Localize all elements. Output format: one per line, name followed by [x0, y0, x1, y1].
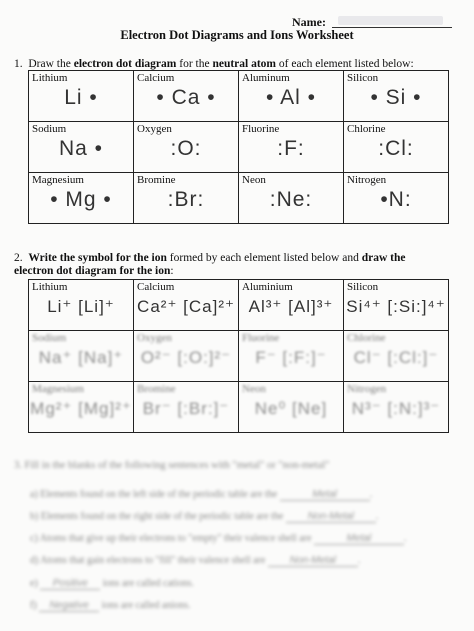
q2-cell: Calcium Ca²⁺ [Ca]²⁺	[134, 280, 239, 331]
q1-cell: Calcium • Ca •	[134, 71, 239, 122]
q2-text-post: :	[170, 265, 174, 277]
q1-bold2: neutral atom	[212, 58, 277, 70]
name-label: Name:	[292, 15, 326, 29]
q2-bold1: Write the symbol for the ion	[28, 252, 167, 264]
q2-cell: Fluorine F⁻ [:F:]⁻	[239, 331, 344, 382]
q1-text-pre: Draw the	[28, 58, 71, 70]
q3-item-b: b) Elements found on the right side of the periodic table are the Non-Metal .	[30, 511, 379, 522]
q2-cell: Magnesium Mg²⁺ [Mg]²⁺	[29, 382, 134, 433]
q1-cell: Lithium Li •	[29, 71, 134, 122]
q2-cell: Lithium Li⁺ [Li]⁺	[29, 280, 134, 331]
q1-cell: Aluminum • Al •	[239, 71, 344, 122]
q2-cell: Bromine Br⁻ [:Br:]⁻	[134, 382, 239, 433]
q1-cell: Sodium Na •	[29, 122, 134, 173]
q2-cell: Silicon Si⁴⁺ [:Si:]⁴⁺	[344, 280, 449, 331]
q1-cell: Oxygen :O:	[134, 122, 239, 173]
q2-cell: Chlorine Cl⁻ [:Cl:]⁻	[344, 331, 449, 382]
q2-table	[28, 279, 449, 433]
q2-cell: Neon Ne⁰ [Ne]	[239, 382, 344, 433]
q2-cell: Oxygen O²⁻ [:O:]²⁻	[134, 331, 239, 382]
q1-cell: Silicon • Si •	[344, 71, 449, 122]
q3-item-f: f) Negative ions are called anions.	[30, 600, 191, 611]
q3-item-d: d) Atoms that gain electrons to "fill" their valence shell are Non-Metal .	[30, 555, 361, 566]
q1-cell: Fluorine :F:	[239, 122, 344, 173]
q2-cell: Nitrogen N³⁻ [:N:]³⁻	[344, 382, 449, 433]
q2-text-mid: formed by each element listed below and	[169, 252, 359, 264]
q1-text-mid: for the	[179, 58, 210, 70]
name-redaction	[338, 16, 443, 25]
q2-cell: Sodium Na⁺ [Na]⁺	[29, 331, 134, 382]
question-2	[14, 252, 444, 278]
q1-table	[28, 70, 449, 224]
q1-bold1: electron dot diagram	[73, 58, 177, 70]
q1-text-post: of each element listed below:	[278, 58, 414, 70]
q2-bold2: draw the electron dot diagram for the ion	[14, 252, 406, 277]
q3-item-e: e) Positive ions are called cations.	[30, 578, 194, 589]
q2-number: 2.	[14, 252, 23, 264]
q1-cell: Bromine :Br:	[134, 173, 239, 224]
q1-cell: Nitrogen •N:	[344, 173, 449, 224]
q1-cell: Chlorine :Cl:	[344, 122, 449, 173]
q3-item-a: a) Elements found on the left side of the periodic table are the Metal .	[30, 489, 373, 500]
page-title: Electron Dot Diagrams and Ions Worksheet	[120, 28, 354, 42]
q3-item-c: c) Atoms that give up their electrons to "empty" their valence shell are Metal .	[30, 533, 407, 544]
q3-text: 3. Fill in the blanks of the following sentences with "metal" or "non-metal"	[14, 460, 330, 471]
q1-cell: Magnesium • Mg •	[29, 173, 134, 224]
q1-number: 1.	[14, 58, 23, 70]
q1-cell: Neon :Ne:	[239, 173, 344, 224]
q2-cell: Aluminium Al³⁺ [Al]³⁺	[239, 280, 344, 331]
